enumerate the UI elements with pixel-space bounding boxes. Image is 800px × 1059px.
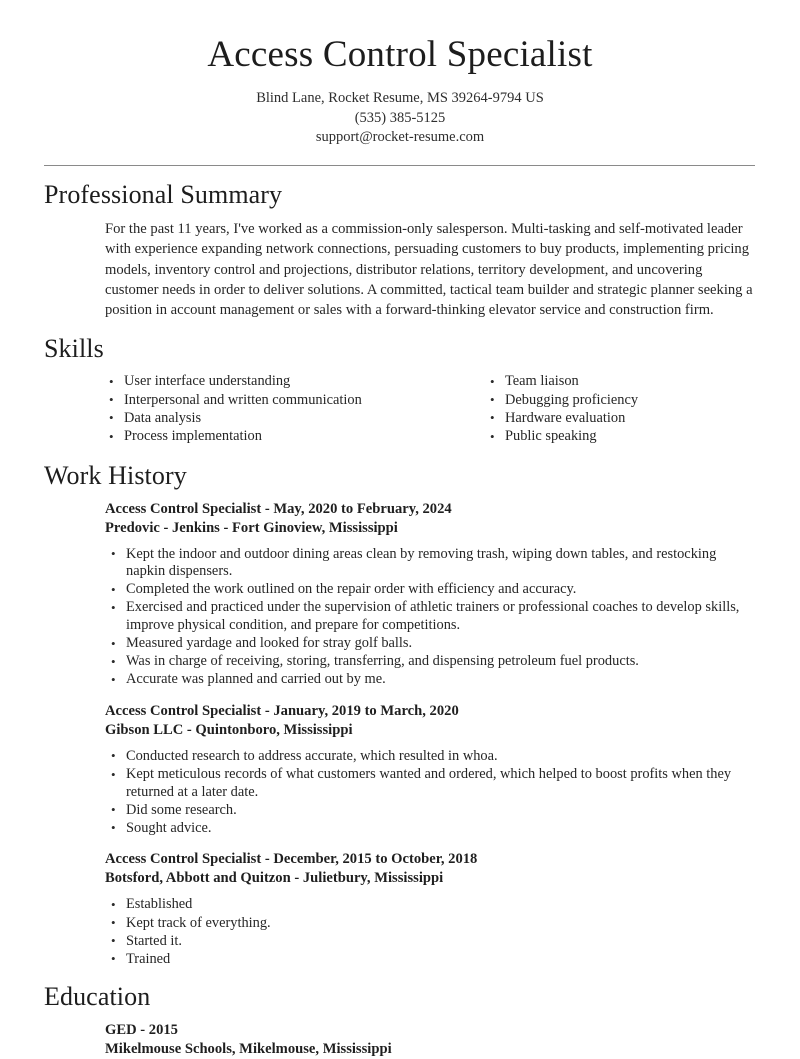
contact-phone: (535) 385-5125 [354,109,446,126]
summary-body [44,219,755,320]
work-history-entry [44,702,755,837]
job-bullets [105,896,755,968]
list-item: • Team liaison [486,373,755,391]
job-title: Access Control Specialist - January, 2019 to March, 2020 [105,702,459,719]
skills-list-left [105,373,430,446]
list-item: • Hardware evaluation [486,410,755,428]
skills-list-right [486,373,755,446]
skills-columns [44,373,755,446]
list-item: • Accurate was planned and carried out by me. [105,671,755,689]
page-title: Access Control Specialist [207,34,593,75]
job-bullets [105,748,755,837]
job-company: Botsford, Abbott and Quitzon - Julietbury, Mississippi [105,870,444,887]
list-item: • Measured yardage and looked for stray golf balls. [105,635,755,653]
list-item: • Did some research. [105,802,755,820]
list-item: • Debugging proficiency [486,392,755,410]
list-item: • Interpersonal and written communication [105,392,430,410]
work-history-entry [44,850,755,968]
header-divider [44,165,755,166]
list-item: • Started it. [105,933,755,951]
skills-column-left [105,373,430,446]
resume-header [0,0,800,148]
list-item: • Public speaking [486,428,755,446]
job-company: Gibson LLC - Quintonboro, Mississippi [105,721,353,738]
job-bullets [105,546,755,689]
section-title-work-history: Work History [44,460,187,490]
section-work-history [0,460,800,969]
list-item: • Process implementation [105,428,430,446]
list-item: • Kept the indoor and outdoor dining areas clean by removing trash, wiping down tables, and restocking napkin dispensers. [105,546,755,581]
list-item: • Data analysis [105,410,430,428]
job-title: Access Control Specialist - May, 2020 to February, 2024 [105,500,452,517]
summary-text: For the past 11 years, I've worked as a commission-only salesperson. Multi-tasking and self-motivated leader with experience expanding network connections, persuading customers to buy products, implementing pricing models, inventory control and projections, distributor relations, territory development, and uncovering customer needs in order to deliver solutions. A committed, tactical team builder and strategic planner seeking a position in account management or sales with a forward-thinking elevator service and construction firm. [105,221,753,318]
job-company: Predovic - Jenkins - Fort Ginoview, Mississippi [105,519,398,536]
list-item: • Kept meticulous records of what customers wanted and ordered, which helped to boost profits when they returned at a later date. [105,766,755,801]
list-item: • Sought advice. [105,820,755,838]
list-item: • Was in charge of receiving, storing, transferring, and dispensing petroleum fuel products. [105,653,755,671]
contact-address: Blind Lane, Rocket Resume, MS 39264-9794 US [256,90,544,107]
list-item: • Kept track of everything. [105,915,755,933]
list-item: • Trained [105,951,755,969]
education-entry [44,1021,755,1059]
education-school: Mikelmouse Schools, Mikelmouse, Mississippi [105,1041,392,1058]
section-professional-summary [0,179,800,320]
section-skills [0,333,800,446]
skills-column-right [430,373,755,446]
work-history-entry [44,500,755,689]
list-item: • Exercised and practiced under the supervision of athletic trainers or professional coaches to develop skills, improve physical condition, and prepare for competitions. [105,599,755,634]
list-item: • Completed the work outlined on the repair order with efficiency and accuracy. [105,581,755,599]
section-title-education: Education [44,982,151,1012]
section-title-skills: Skills [44,334,104,364]
contact-email: support@rocket-resume.com [315,129,485,146]
list-item: • User interface understanding [105,373,430,391]
list-item: • Established [105,896,755,914]
list-item: • Conducted research to address accurate, which resulted in whoa. [105,748,755,766]
job-title: Access Control Specialist - December, 2015 to October, 2018 [105,851,478,868]
section-title-summary: Professional Summary [44,179,283,209]
education-degree: GED - 2015 [105,1022,178,1039]
section-education [0,981,800,1059]
